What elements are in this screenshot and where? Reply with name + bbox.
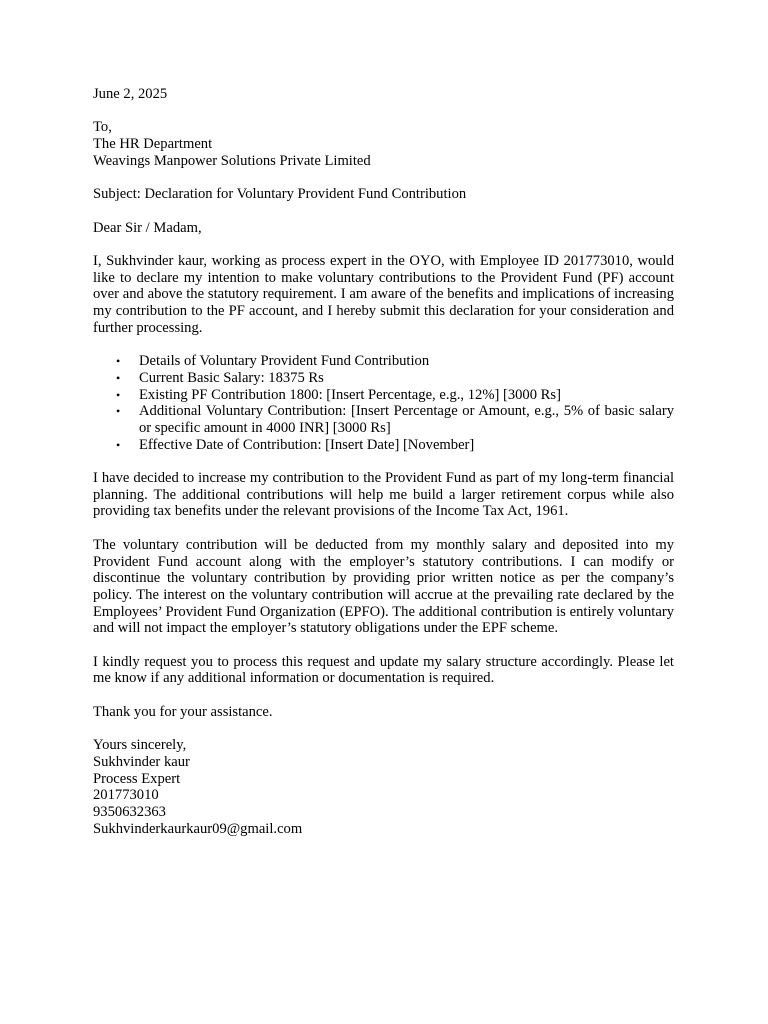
sender-name: Sukhvinder kaur [93,753,190,770]
recipient-department: The HR Department [93,136,213,153]
list-item [93,403,674,436]
letter-page [93,86,674,837]
bullet-icon: • [116,370,121,385]
list-item [93,387,674,404]
bullet-icon: • [116,404,121,419]
deduction-paragraph: The voluntary contribution will be deducted from my monthly salary and deposited into my Provident Fund account along with the employer’s statutory contributions. I can modify or discontinue the voluntary contribution by providing prior written notice as per the company’s policy. The interest on the voluntary contribution will accrue at the prevailing rate declared by the Employees’ Provident Fund Organization (EPFO). The additional contribution is entirely voluntary and will not impact the employer’s statutory obligations under the EPF scheme. [93,536,674,637]
letter-subject: Subject: Declaration for Voluntary Provident Fund Contribution [93,186,467,203]
letter-date: June 2, 2025 [93,86,168,102]
bullet-icon: • [116,387,121,402]
recipient-block [93,119,674,169]
list-item-text: Details of Voluntary Provident Fund Contribution [139,353,430,370]
recipient-to: To, [93,119,112,136]
sender-title: Process Expert [93,770,181,787]
spacer [93,520,674,537]
list-item [93,353,674,370]
letter-salutation: Dear Sir / Madam, [93,219,202,236]
list-item [93,437,674,454]
spacer [93,103,674,120]
spacer [93,687,674,704]
list-item-text: Existing PF Contribution 1800: [Insert Percentage, e.g., 12%] [3000 Rs] [139,386,561,403]
intro-paragraph: I, Sukhvinder kaur, working as process expert in the OYO, with Employee ID 201773010, would like to declare my intention to make voluntary contributions to the Provident Fund (PF) account over and above the statutory requirement. I am aware of the benefits and implications of increasing my contribution to the PF account, and I hereby submit this declaration for your consideration and further processing. [93,252,674,336]
list-item [93,370,674,387]
closing-line: Yours sincerely, [93,737,187,754]
request-paragraph: I kindly request you to process this request and update my salary structure accordingly. Please let me know if any additional information or documentation is required. [93,653,674,687]
decision-paragraph: I have decided to increase my contribution to the Provident Fund as part of my long-term financial planning. The additional contributions will help me build a larger retirement corpus while also providing tax benefits under the relevant provisions of the Income Tax Act, 1961. [93,470,674,520]
list-item-text: Additional Voluntary Contribution: [Insert Percentage or Amount, e.g., 5% of basic salary or specific amount in 4000 INR] [3000 Rs] [139,403,674,436]
bullet-icon: • [116,437,121,452]
thanks-line: Thank you for your assistance. [93,703,273,720]
list-item-text: Effective Date of Contribution: [Insert Date] [November] [139,436,475,453]
spacer [93,236,674,253]
spacer [93,203,674,220]
spacer [93,637,674,654]
sender-email: Sukhvinderkaurkaur09@gmail.com [93,820,303,837]
spacer [93,170,674,187]
spacer [93,336,674,353]
sender-employee-id: 201773010 [93,787,159,804]
spacer [93,453,674,470]
signature-block [93,737,674,837]
sender-phone: 9350632363 [93,804,166,821]
contribution-details-list [93,353,674,453]
bullet-icon: • [116,354,121,369]
list-item-text: Current Basic Salary: 18375 Rs [139,369,324,386]
spacer [93,721,674,738]
recipient-company: Weavings Manpower Solutions Private Limited [93,152,371,169]
